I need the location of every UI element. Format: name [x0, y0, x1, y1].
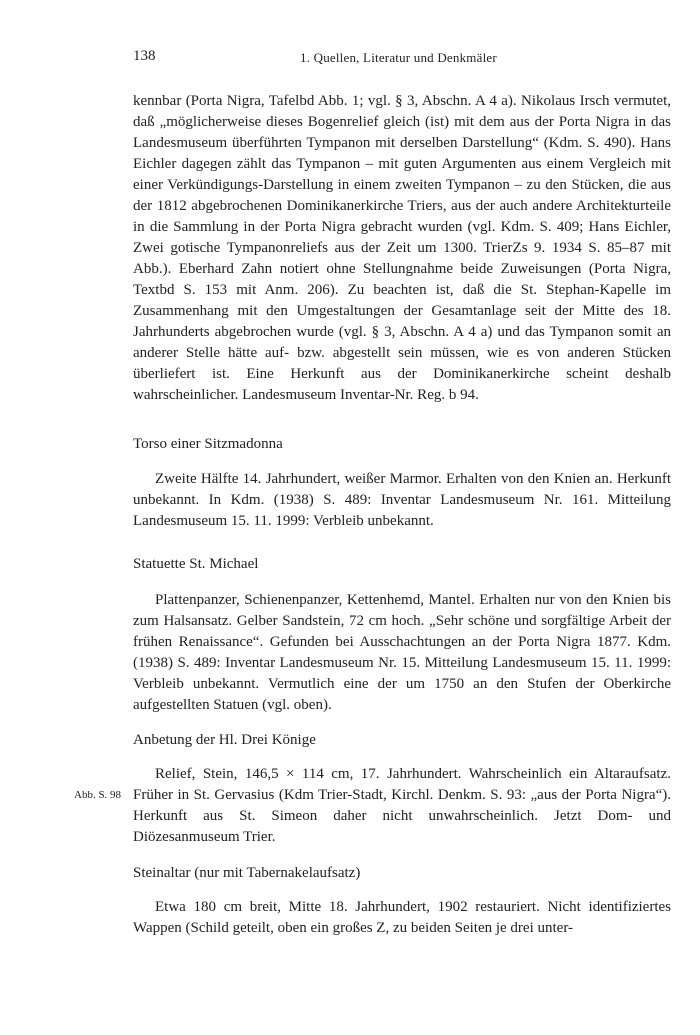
intro-paragraph-block [133, 91, 671, 406]
page-number: 138 [133, 48, 156, 64]
section-body-steinaltar-block [133, 897, 671, 939]
section-body-steinaltar: Etwa 180 cm breit, Mitte 18. Jahrhundert, 1902 restauriert. Nicht identifiziertes Wappen (Schild geteilt, oben ein großes Z, zu beiden Seiten je drei unter- [133, 899, 671, 936]
section-body-sitzmadonna-block [133, 469, 671, 532]
running-head: 1. Quellen, Literatur und Denkmäler [300, 50, 497, 65]
section-body-sitzmadonna: Zweite Hälfte 14. Jahrhundert, weißer Marmor. Erhalten von den Knien an. Herkunft unbekannt. In Kdm. (1938) S. 489: Inventar Landesmuseum Nr. 161. Mitteilung Landesmuseum 15. 11. 1999: Verbleib unbekannt. [133, 471, 671, 529]
section-body-st-michael: Plattenpanzer, Schienenpanzer, Kettenhemd, Mantel. Erhalten nur von den Knien bis zum Halsansatz. Gelber Sandstein, 72 cm hoch. „Sehr schöne und sorgfältige Arbeit der frühen Renaissance“. Gefunden bei Ausschachtungen an der Porta Nigra 1877. Kdm. (1938) S. 489: Inventar Landesmuseum Nr. 15. Mitteilung Landesmuseum 15. 11. 1999: Verbleib unbekannt. Vermutlich eine der um 1750 an den Stufen der Oberkirche aufgestellten Statuen (vgl. oben). [133, 592, 671, 713]
section-heading-drei-koenige: Anbetung der Hl. Drei Könige [133, 732, 316, 748]
section-body-st-michael-block [133, 590, 671, 716]
section-body-drei-koenige-block [133, 764, 671, 848]
section-heading-sitzmadonna: Torso einer Sitzmadonna [133, 436, 283, 452]
margin-note-abb: Abb. S. 98 [74, 789, 122, 801]
section-heading-st-michael: Statuette St. Michael [133, 556, 259, 572]
section-heading-steinaltar: Steinaltar (nur mit Tabernakelaufsatz) [133, 865, 361, 881]
section-body-drei-koenige: Relief, Stein, 146,5 × 114 cm, 17. Jahrhundert. Wahrscheinlich ein Altaraufsatz. Früher in St. Gervasius (Kdm Trier-Stadt, Kirchl. Denkm. S. 93: „aus der Porta Nigra“). Herkunft aus St. Simeon daher nicht unwahrscheinlich. Jetzt Dom- und Diözesanmuseum Trier. [133, 766, 671, 845]
intro-paragraph: kennbar (Porta Nigra, Tafelbd Abb. 1; vgl. § 3, Abschn. A 4 a). Nikolaus Irsch vermutet, daß „möglicherweise dieses Bogenrelief gleich (ist) mit dem aus der Porta Nigra in das Landesmuseum überführten Tympanon mit derselben Darstellung“ (Kdm. S. 490). Hans Eichler dagegen zählt das Tympanon – mit guten Argumenten aus einem Vergleich mit einer Verkündigungs-Darstellung in einem zweiten Tympanon – zu den Stücken, die aus der 1812 abgebrochenen Dominikanerkirche Triers, aus der auch andere Architekturteile in die Sammlung in der Porta Nigra gebracht wurden (vgl. Kdm. S. 409; Hans Eichler, Zwei gotische Tympanonreliefs aus der Zeit um 1300. TrierZs 9. 1934 S. 85–87 mit Abb.). Eberhard Zahn notiert ohne Stellungnahme beide Zuweisungen (Porta Nigra, Textbd S. 153 mit Anm. 206). Zu beachten ist, daß die St. Stephan-Kapelle im Zusammenhang mit den Umgestaltungen der Gesamtanlage seit der Mitte des 18. Jahrhunderts abgebrochen wurde (vgl. § 3, Abschn. A 4 a) und das Tympanon somit an anderer Stelle hätte auf- bzw. abgestellt sein müssen, wie es von anderen Stücken überliefert ist. Eine Herkunft aus der Dominikanerkirche scheint deshalb wahrscheinlicher. Landesmuseum Inventar-Nr. Reg. b 94. [133, 93, 671, 403]
